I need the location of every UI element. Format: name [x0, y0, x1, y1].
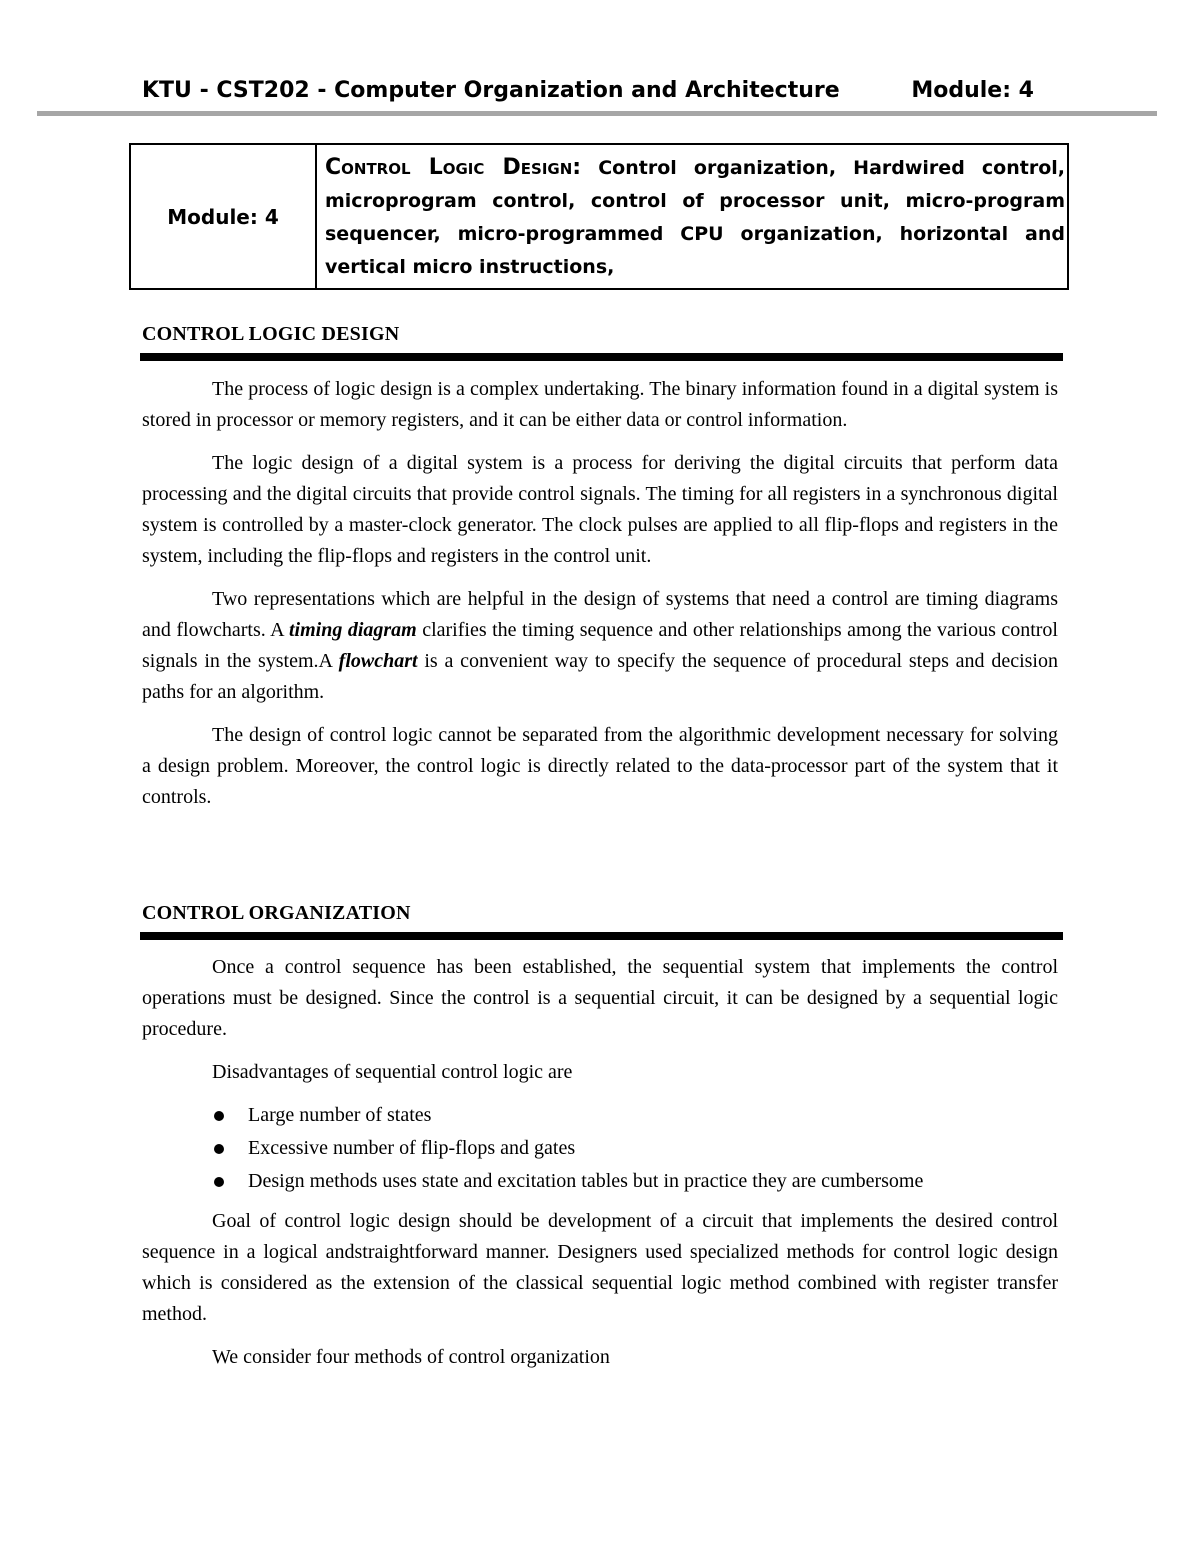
- section-rule: [140, 353, 1063, 361]
- paragraph: The logic design of a digital system is a process for deriving the digital circuits that perform data processing and the digital circuits that provide control signals. The timing for all registers in a synchronous digital system is controlled by a master-clock generator. The clock pulses are applied to all flip-flops and registers in the system, including the flip-flops and registers in the control unit.: [142, 452, 1058, 567]
- bullet-icon: [214, 1111, 224, 1121]
- paragraph: Goal of control logic design should be development of a circuit that implements the desired control sequence in a logical andstraightforward manner. Designers used specialized methods for control logic design which is considered as the extension of the classical sequential logic method combined with register transfer method.: [142, 1210, 1058, 1325]
- paragraph: The process of logic design is a complex undertaking. The binary information found in a digital system is stored in processor or memory registers, and it can be either data or control information.: [142, 378, 1058, 431]
- bullet-icon: [214, 1144, 224, 1154]
- module-topic-list: Control organization, Hardwired control, microprogram control, control of processor unit, micro-program sequencer, micro-programmed CPU organization, horizontal and vertical micro instructions,: [325, 157, 1065, 278]
- paragraph: The design of control logic cannot be separated from the algorithmic development necessary for solving a design problem. Moreover, the control logic is directly related to the data-processor part of the system that it controls.: [142, 724, 1058, 808]
- module-syllabus-table: [129, 143, 1069, 290]
- list-item: Large number of states: [142, 1099, 1058, 1132]
- module-number-cell: [130, 144, 316, 289]
- term-timing-diagram: timing diagram: [288, 619, 417, 641]
- list-item: Design methods uses state and excitation tables but in practice they are cumbersome: [142, 1165, 1058, 1198]
- module-topics-cell: [316, 144, 1068, 289]
- control-organization-body: [142, 952, 1058, 1088]
- section-heading-control-organization: CONTROL ORGANIZATION: [142, 902, 411, 924]
- paragraph: Two representations which are helpful in the design of systems that need a control are timing diagrams and flowcharts. A timing diagram clarifies the timing sequence and other relationships among the various control signals in the system.A flowchart is a convenient way to specify the sequence of procedural steps and decision paths for an algorithm.: [142, 588, 1058, 703]
- page-header: [142, 78, 1034, 110]
- paragraph: We consider four methods of control organization: [212, 1346, 610, 1368]
- module-topic-title: Control Logic Design:: [325, 155, 582, 180]
- disadvantages-list: [142, 1099, 1058, 1198]
- course-title: KTU - CST202 - Computer Organization and Architecture: [142, 78, 840, 103]
- section-heading-control-logic-design: CONTROL LOGIC DESIGN: [142, 323, 400, 345]
- bullet-icon: [214, 1177, 224, 1187]
- control-logic-design-body: [142, 374, 1058, 813]
- term-flowchart: flowchart: [338, 650, 418, 672]
- control-organization-body-2: [142, 1206, 1058, 1373]
- section-rule: [140, 932, 1063, 940]
- paragraph: Once a control sequence has been established, the sequential system that implements the control operations must be designed. Since the control is a sequential circuit, it can be designed by a sequential logic procedure.: [142, 956, 1058, 1040]
- list-item: Excessive number of flip-flops and gates: [142, 1132, 1058, 1165]
- disadvantages-intro: Disadvantages of sequential control logic are: [212, 1061, 573, 1083]
- header-rule: [37, 111, 1157, 116]
- module-number-label: Module: 4: [167, 204, 279, 229]
- header-module-label: Module: 4: [911, 78, 1034, 103]
